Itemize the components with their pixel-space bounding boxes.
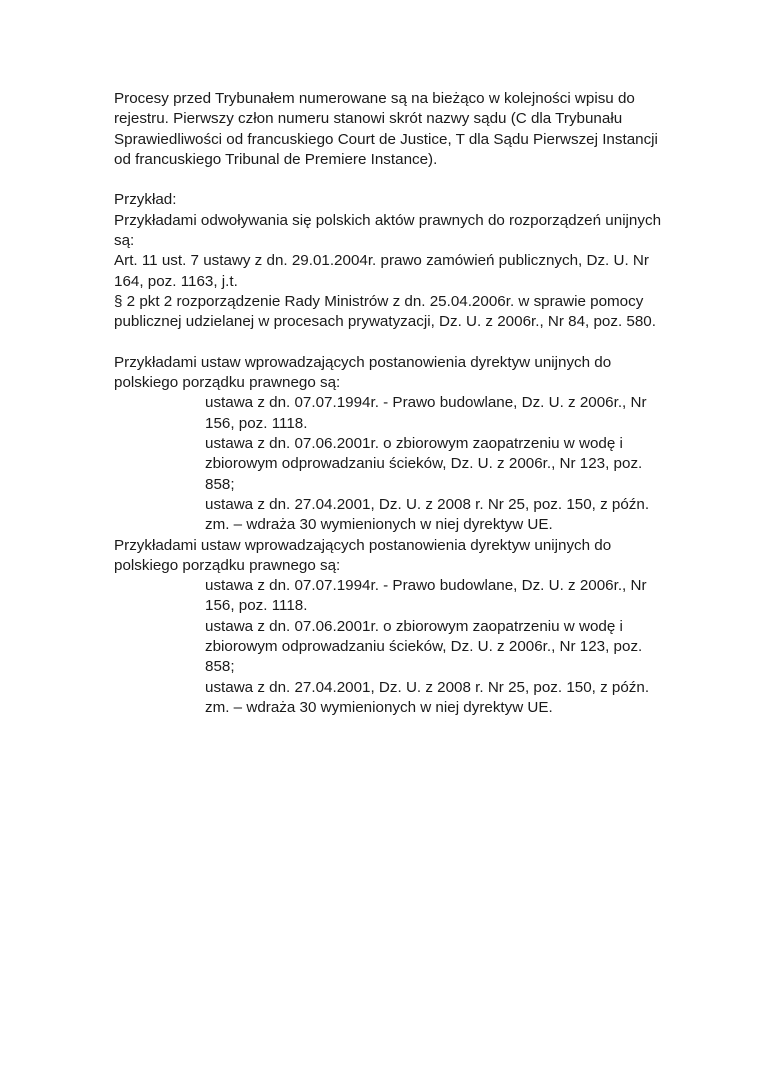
directive-item: ustawa z dn. 07.06.2001r. o zbiorowym zaopatrzeniu w wodę i zbiorowym odprowadzaniu ścieków, Dz. U. z 2006r., Nr 123, poz. 858; [205,435,643,493]
acts-intro: Przykładami odwoływania się polskich aktów prawnych do rozporządzeń unijnych są: [114,211,662,250]
directives-section [114,536,674,719]
act-item: Art. 11 ust. 7 ustawy z dn. 29.01.2004r. prawo zamówień publicznych, Dz. U. Nr 164, poz. 1163, j.t. [114,252,649,290]
directives-intro: Przykładami ustaw wprowadzających postanowienia dyrektyw unijnych do polskiego porządku prawnego są: [114,353,612,392]
paragraph-spacer [114,333,674,353]
paragraph-spacer [114,170,674,190]
directive-item: ustawa z dn. 07.06.2001r. o zbiorowym zaopatrzeniu w wodę i zbiorowym odprowadzaniu ścieków, Dz. U. z 2006r., Nr 123, poz. 858; [205,617,643,676]
example-heading: Przykład: [114,191,177,209]
directives-intro: Przykładami ustaw wprowadzających postanowienia dyrektyw unijnych do polskiego porządku prawnego są: [114,536,612,574]
directives-section [114,353,674,536]
directive-item: ustawa z dn. 07.07.1994r. - Prawo budowlane, Dz. U. z 2006r., Nr 156, poz. 1118. [205,394,647,432]
directive-item: ustawa z dn. 07.07.1994r. - Prawo budowlane, Dz. U. z 2006r., Nr 156, poz. 1118. [205,577,647,615]
directive-item: ustawa z dn. 27.04.2001, Dz. U. z 2008 r. Nr 25, poz. 150, z późn. zm. – wdraża 30 wymienionych w niej dyrektyw UE. [205,495,650,534]
intro-paragraph: Procesy przed Trybunałem numerowane są na bieżąco w kolejności wpisu do rejestru. Pierwszy człon numeru stanowi skrót nazwy sądu (C dla Trybunału Sprawiedliwości od francuskiego Court de Justice, T dla Sądu Pierwszej Instancji od francuskiego Tribunal de Premiere Instance). [114,90,658,168]
act-item: § 2 pkt 2 rozporządzenie Rady Ministrów z dn. 25.04.2006r. w sprawie pomocy publicznej udzielanej w procesach prywatyzacji, Dz. U. z 2006r., Nr 84, poz. 580. [114,292,656,331]
document-body [114,89,674,718]
directive-item: ustawa z dn. 27.04.2001, Dz. U. z 2008 r. Nr 25, poz. 150, z późn. zm. – wdraża 30 wymienionych w niej dyrektyw UE. [205,678,650,716]
